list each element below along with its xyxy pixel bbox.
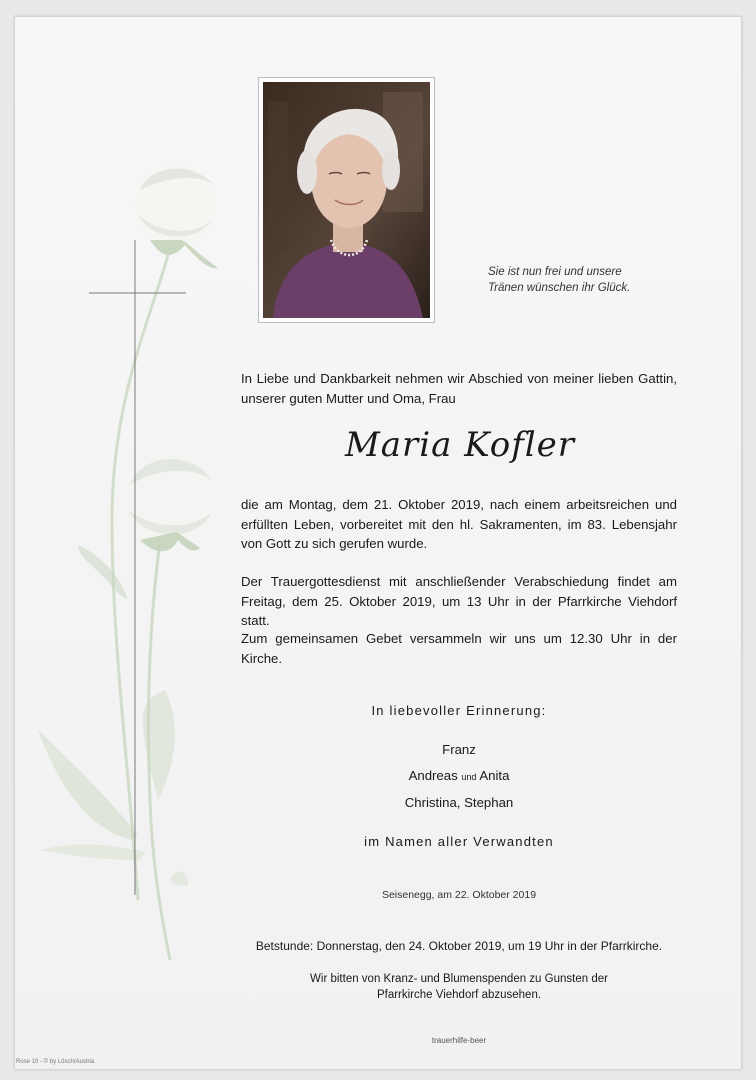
memory-heading: In liebevoller Erinnerung: bbox=[371, 703, 547, 718]
family-name-andreas: Andreas bbox=[408, 768, 458, 783]
donation-request-line-1: Wir bitten von Kranz- und Blumenspenden zu Gunsten der bbox=[310, 973, 608, 985]
prayer-paragraph: Zum gemeinsamen Gebet versammeln wir uns um 12.30 Uhr in der Kirche. bbox=[241, 631, 677, 666]
family-line-2 bbox=[241, 763, 677, 790]
donation-request-line-2: Pfarrkirche Viehdorf abzusehen. bbox=[376, 989, 542, 1001]
rose-top bbox=[135, 165, 218, 268]
intro-paragraph: In Liebe und Dankbarkeit nehmen wir Abschied von meiner lieben Gattin, unserer guten Mutter und Oma, Frau bbox=[241, 371, 677, 406]
family-und: und bbox=[461, 772, 477, 782]
design-mark: Rose 10 - © by Lösch/Austria bbox=[16, 1059, 95, 1065]
memorial-quote bbox=[488, 264, 678, 296]
family-line-3: Christina, Stephan bbox=[404, 795, 514, 810]
portrait-photo bbox=[263, 82, 430, 318]
family-line-1: Franz bbox=[442, 742, 476, 757]
deceased-name: Maria Kofler bbox=[344, 425, 576, 465]
relatives-line: im Namen aller Verwandten bbox=[364, 834, 554, 849]
death-paragraph: die am Montag, dem 21. Oktober 2019, nach einem arbeitsreichen und erfüllten Leben, vorbereitet mit den hl. Sakramenten, im 83. Lebensjahr von Gott zu sich gerufen wurde. bbox=[241, 497, 677, 551]
funeral-paragraph: Der Trauergottesdienst mit anschließender Verabschiedung findet am Freitag, dem 25. Oktober 2019, um 13 Uhr in der Pfarrkirche Viehdorf statt. bbox=[241, 574, 677, 628]
family-name-anita: Anita bbox=[479, 768, 510, 783]
undertaker-credit: trauerhilfe-beer bbox=[431, 1036, 487, 1045]
prayer-hour: Betstunde: Donnerstag, den 24. Oktober 2019, um 19 Uhr in der Pfarrkirche. bbox=[255, 939, 663, 953]
place-date: Seisenegg, am 22. Oktober 2019 bbox=[381, 889, 537, 901]
quote-line-1: Sie ist nun frei und unsere bbox=[488, 266, 622, 278]
portrait-photo-frame bbox=[258, 77, 435, 323]
donation-request bbox=[241, 971, 677, 1003]
rose-lower bbox=[126, 454, 214, 551]
quote-line-2: Tränen wünschen ihr Glück. bbox=[488, 282, 631, 294]
family-list bbox=[241, 737, 677, 816]
